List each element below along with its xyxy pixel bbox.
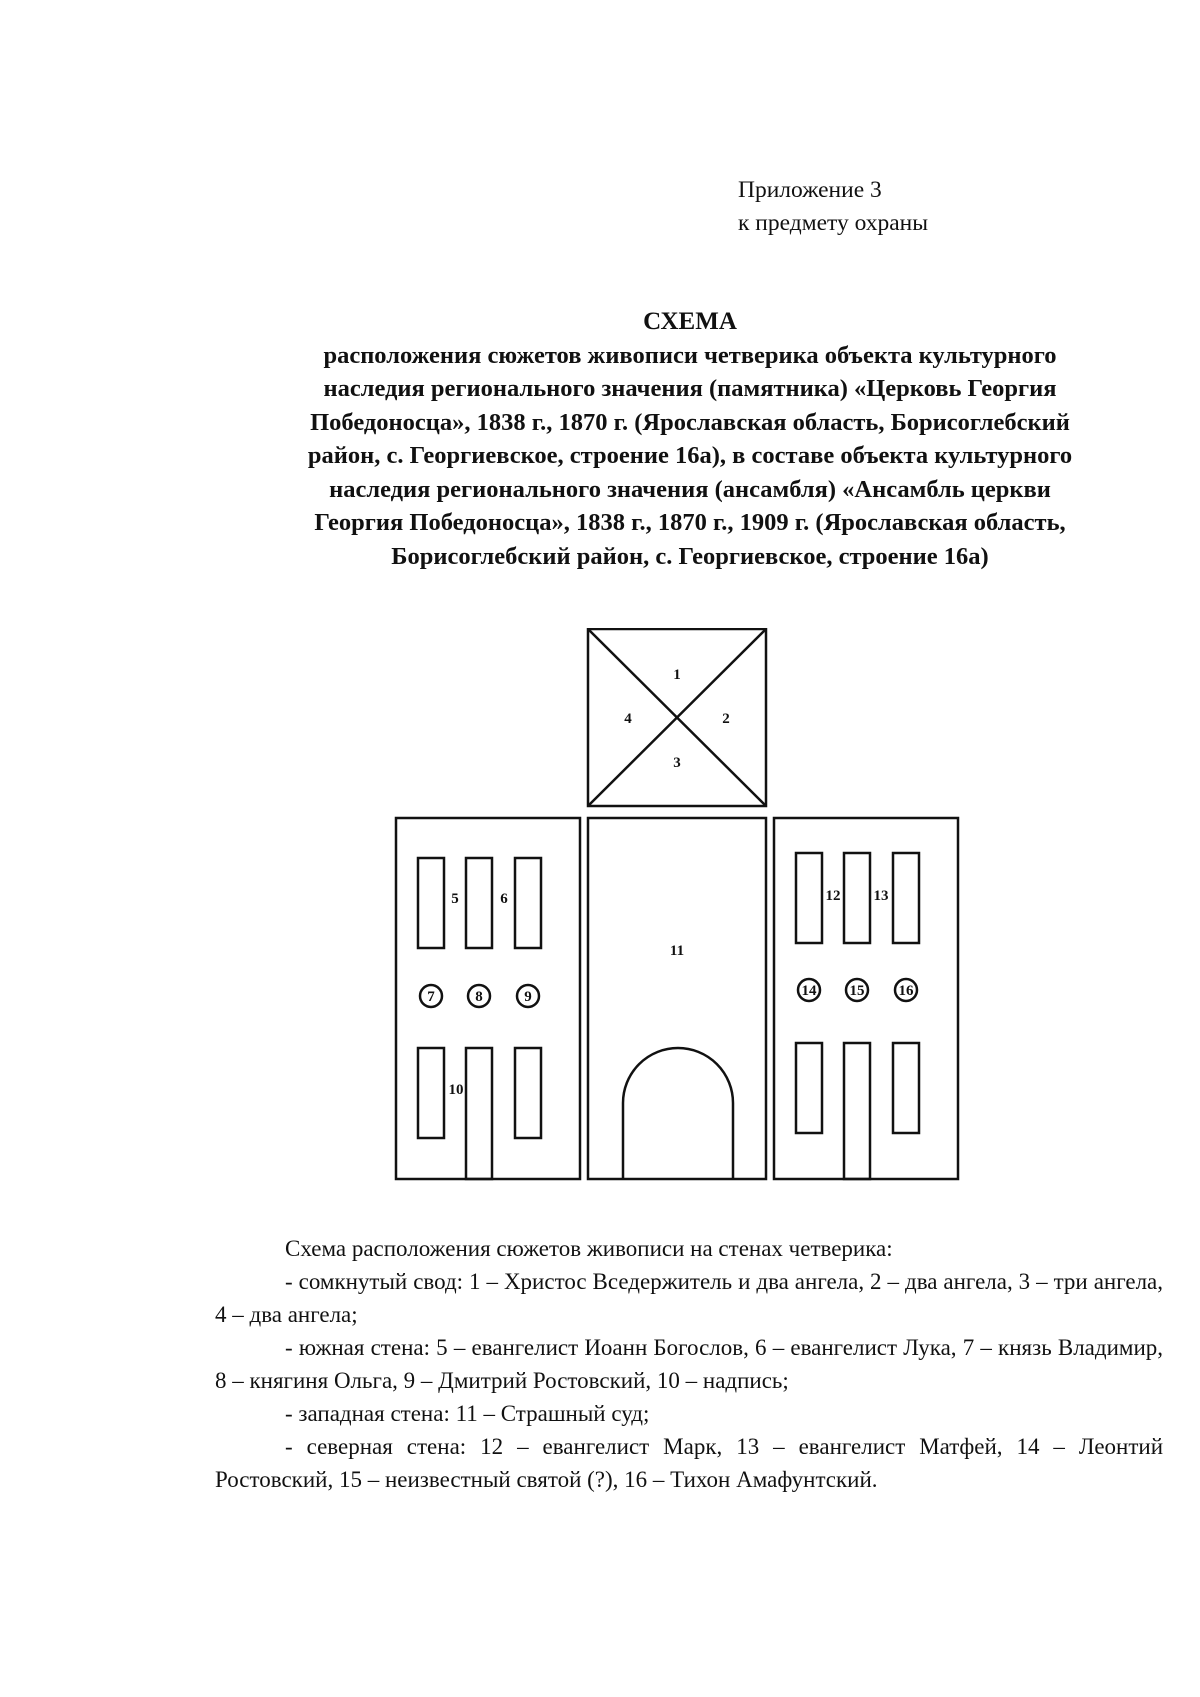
west-arch [623, 1048, 733, 1179]
south-window-top-1 [418, 858, 444, 948]
north-window-top-1 [796, 853, 822, 943]
south-label-10: 10 [448, 1082, 464, 1098]
north-window-top-3 [893, 853, 919, 943]
north-label-12: 12 [825, 888, 841, 904]
north-window-bottom-3 [893, 1043, 919, 1133]
heading-line-6: Георгия Победоносца», 1838 г., 1870 г., 1909 г. (Ярославская область, [314, 509, 1066, 536]
vault-label-3: 3 [673, 755, 681, 771]
north-window-bottom-1 [796, 1043, 822, 1133]
document-title: СХЕМА [643, 308, 737, 335]
south-window-bottom-3 [515, 1048, 541, 1138]
vault-label-4: 4 [624, 711, 632, 727]
vault-label-1: 1 [673, 667, 681, 683]
heading-line-3: Победоносца», 1838 г., 1870 г. (Ярославская область, Борисоглебский [310, 408, 1070, 436]
scheme-drawing [390, 628, 980, 1188]
annex-number: Приложение 3 [738, 177, 882, 203]
legend-item-west-wall: - западная стена: 11 – Страшный суд; [285, 1401, 650, 1426]
wall-painting-scheme [390, 628, 980, 1188]
south-door [466, 1048, 492, 1179]
west-label-11: 11 [669, 943, 685, 959]
heading-line-1: расположения сюжетов живописи четверика объекта культурного [323, 341, 1057, 369]
annex-note [738, 174, 928, 240]
legend-item-vault: - сомкнутый свод: 1 – Христос Вседержитель и два ангела, 2 – два ангела, 3 – три ангела, 4 – два ангела; [215, 1269, 1163, 1327]
south-window-top-3 [515, 858, 541, 948]
vault-label-2: 2 [722, 711, 730, 727]
south-wall [396, 818, 580, 1179]
heading-line-2: наследия регионального значения (памятника) «Церковь Георгия [323, 375, 1057, 402]
south-label-7: 7 [427, 989, 435, 1005]
south-label-8: 8 [475, 989, 483, 1005]
north-label-13: 13 [873, 888, 889, 904]
document-heading [200, 305, 1180, 573]
legend-item-south-wall: - южная стена: 5 – евангелист Иоанн Богослов, 6 – евангелист Лука, 7 – князь Владимир, 8 – княгиня Ольга, 9 – Дмитрий Ростовский, 10 – надпись; [215, 1335, 1163, 1393]
north-door [844, 1043, 870, 1179]
heading-line-4: район, с. Георгиевское, строение 16а), в составе объекта культурного [307, 442, 1073, 469]
south-window-top-2 [466, 858, 492, 948]
annex-subject: к предмету охраны [738, 210, 929, 236]
legend-intro: Схема расположения сюжетов живописи на стенах четверика: [285, 1236, 893, 1261]
legend-item-north-wall: - северная стена: 12 – евангелист Марк, 13 – евангелист Матфей, 14 – Леонтий Ростовский, 15 – неизвестный святой (?), 16 – Тихон Амафунтский. [215, 1434, 1163, 1492]
heading-line-5: наследия регионального значения (ансамбля) «Ансамбль церкви [329, 475, 1051, 503]
heading-line-7: Борисоглебский район, с. Георгиевское, строение 16а) [391, 542, 989, 570]
north-label-16: 16 [898, 983, 914, 999]
south-window-bottom-1 [418, 1048, 444, 1138]
north-window-top-2 [844, 853, 870, 943]
scheme-legend [215, 1232, 1163, 1496]
south-label-6: 6 [500, 891, 508, 907]
south-label-5: 5 [451, 891, 459, 907]
west-wall [588, 818, 766, 1179]
south-label-9: 9 [524, 989, 532, 1005]
north-label-15: 15 [849, 983, 865, 999]
north-label-14: 14 [801, 983, 817, 999]
